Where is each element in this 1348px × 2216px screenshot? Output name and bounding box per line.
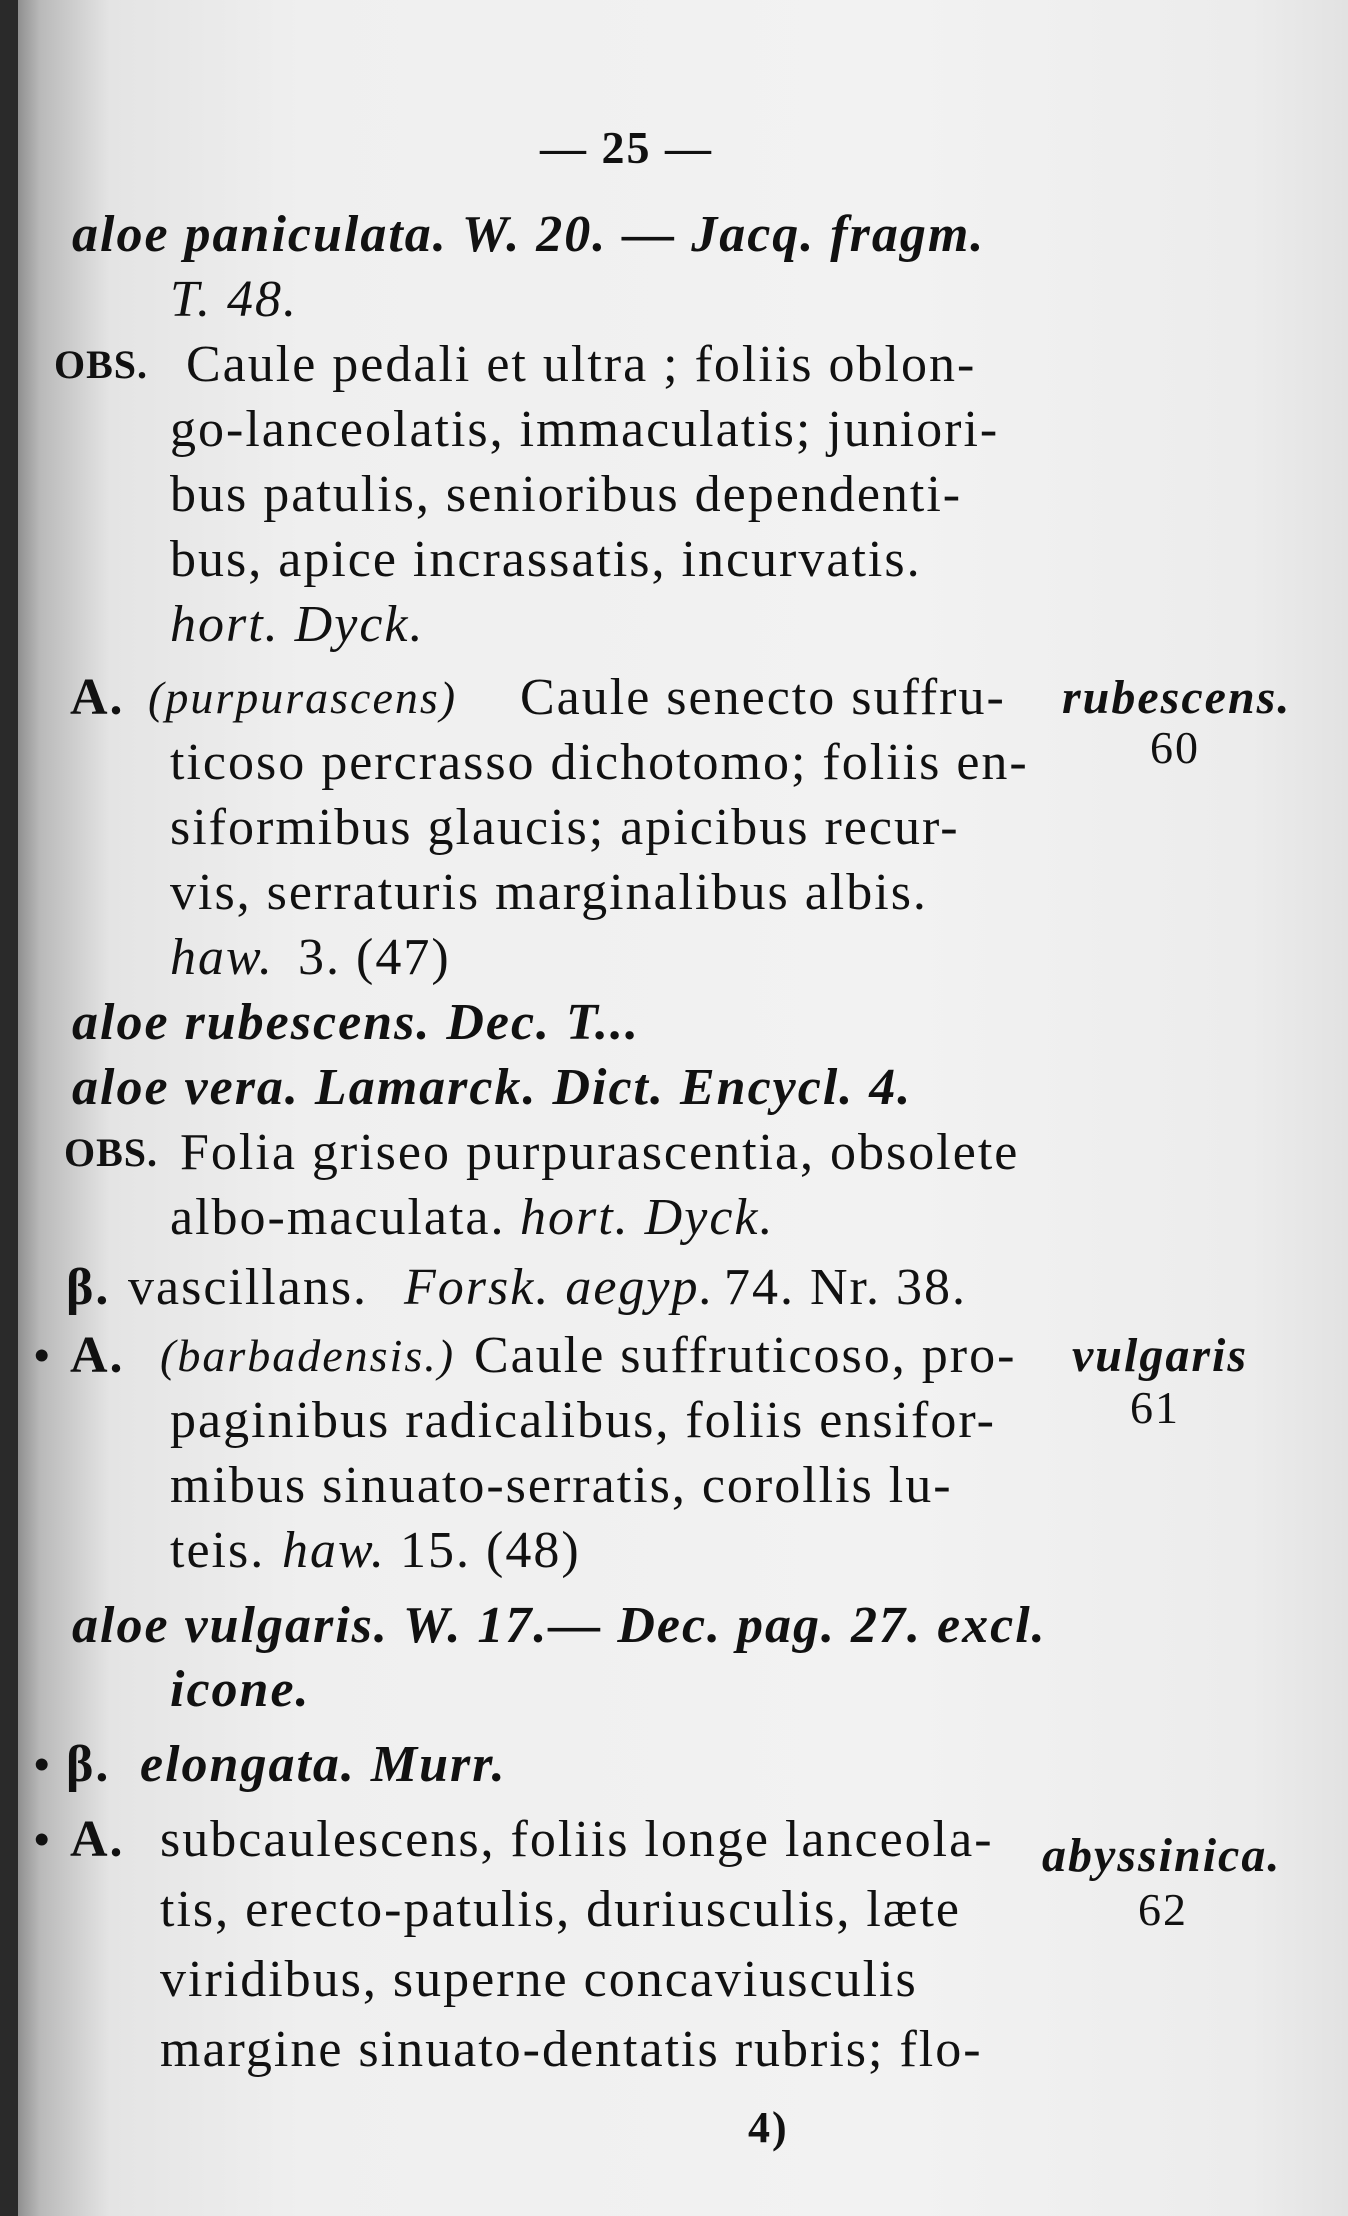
bullet-icon: • — [34, 1740, 50, 1789]
margin-note-number: 62 — [1138, 1884, 1188, 1935]
variety-label: β. — [66, 1259, 111, 1316]
entry-line: siformibus glaucis; apicibus recur- — [170, 799, 960, 856]
entry-line: viridibus, superne concaviusculis — [160, 1951, 918, 2008]
entry-line: ticoso percrasso dichotomo; foliis en- — [170, 734, 1029, 791]
margin-note-number: 61 — [1130, 1382, 1180, 1433]
entry-line: subcaulescens, foliis longe lanceola- — [160, 1811, 994, 1868]
entry-line: paginibus radicalibus, foliis ensifor- — [170, 1392, 996, 1449]
author-ref: Forsk. aegyp. — [404, 1259, 715, 1316]
species-label: A. — [70, 1811, 125, 1868]
author-ref: haw. — [282, 1522, 386, 1579]
entry-line: Caule senecto suffru- — [520, 669, 1006, 726]
obs-label: OBS. — [54, 342, 149, 387]
species-label: A. — [70, 1327, 125, 1384]
species-name: (purpurascens) — [148, 672, 458, 723]
entry-line: aloe vera. Lamarck. Dict. Encycl. 4. — [72, 1059, 913, 1116]
entry-line: T. 48. — [170, 271, 299, 328]
entry-line: 3. (47) — [298, 929, 451, 986]
entry-line: teis. — [170, 1522, 266, 1579]
signature-mark: 4) — [748, 2103, 789, 2152]
entry-line: Folia griseo purpurascentia, obsolete — [180, 1124, 1020, 1181]
entry-line: go-lanceolatis, immaculatis; juniori- — [170, 401, 1000, 458]
entry-line: 74. Nr. 38. — [724, 1259, 967, 1316]
entry-line: Caule pedali et ultra ; foliis oblon- — [186, 336, 977, 393]
entry-line: mibus sinuato-serratis, corollis lu- — [170, 1457, 953, 1514]
author-ref: haw. — [170, 929, 274, 986]
page-number: — 25 — — [540, 122, 713, 173]
bullet-icon: • — [34, 1815, 50, 1864]
entry-line: icone. — [170, 1661, 311, 1718]
entry-line: bus patulis, senioribus dependenti- — [170, 466, 963, 523]
species-label: A. — [70, 669, 125, 726]
entry-line: 15. (48) — [400, 1522, 581, 1579]
variety-label: β. — [66, 1736, 111, 1793]
margin-note-name: vulgaris — [1072, 1329, 1249, 1382]
entry-line: elongata. Murr. — [140, 1736, 507, 1793]
entry-line: margine sinuato-dentatis rubris; flo- — [160, 2021, 983, 2078]
margin-note-name: abyssinica. — [1042, 1829, 1282, 1882]
entry-line: vascillans. — [128, 1259, 369, 1316]
entry-line: Caule suffruticoso, pro- — [474, 1327, 1017, 1384]
entry-line: aloe paniculata. W. 20. — Jacq. fragm. — [72, 206, 986, 263]
bullet-icon: • — [34, 1331, 50, 1380]
entry-line: vis, serraturis marginalibus albis. — [170, 864, 928, 921]
entry-line: aloe vulgaris. W. 17.— Dec. pag. 27. excl. — [72, 1597, 1047, 1654]
entry-line: tis, erecto-patulis, duriusculis, læte — [160, 1881, 961, 1938]
entry-line: albo-maculata. — [170, 1189, 506, 1246]
species-name: (barbadensis.) — [160, 1330, 456, 1381]
margin-note-number: 60 — [1150, 722, 1200, 773]
entry-line: aloe rubescens. Dec. T... — [72, 994, 641, 1051]
obs-label: OBS. — [64, 1130, 159, 1175]
entry-line: bus, apice incrassatis, incurvatis. — [170, 531, 922, 588]
entry-line: hort. Dyck. — [170, 596, 425, 653]
author-ref: hort. Dyck. — [520, 1189, 775, 1246]
margin-note-name: rubescens. — [1062, 671, 1292, 724]
